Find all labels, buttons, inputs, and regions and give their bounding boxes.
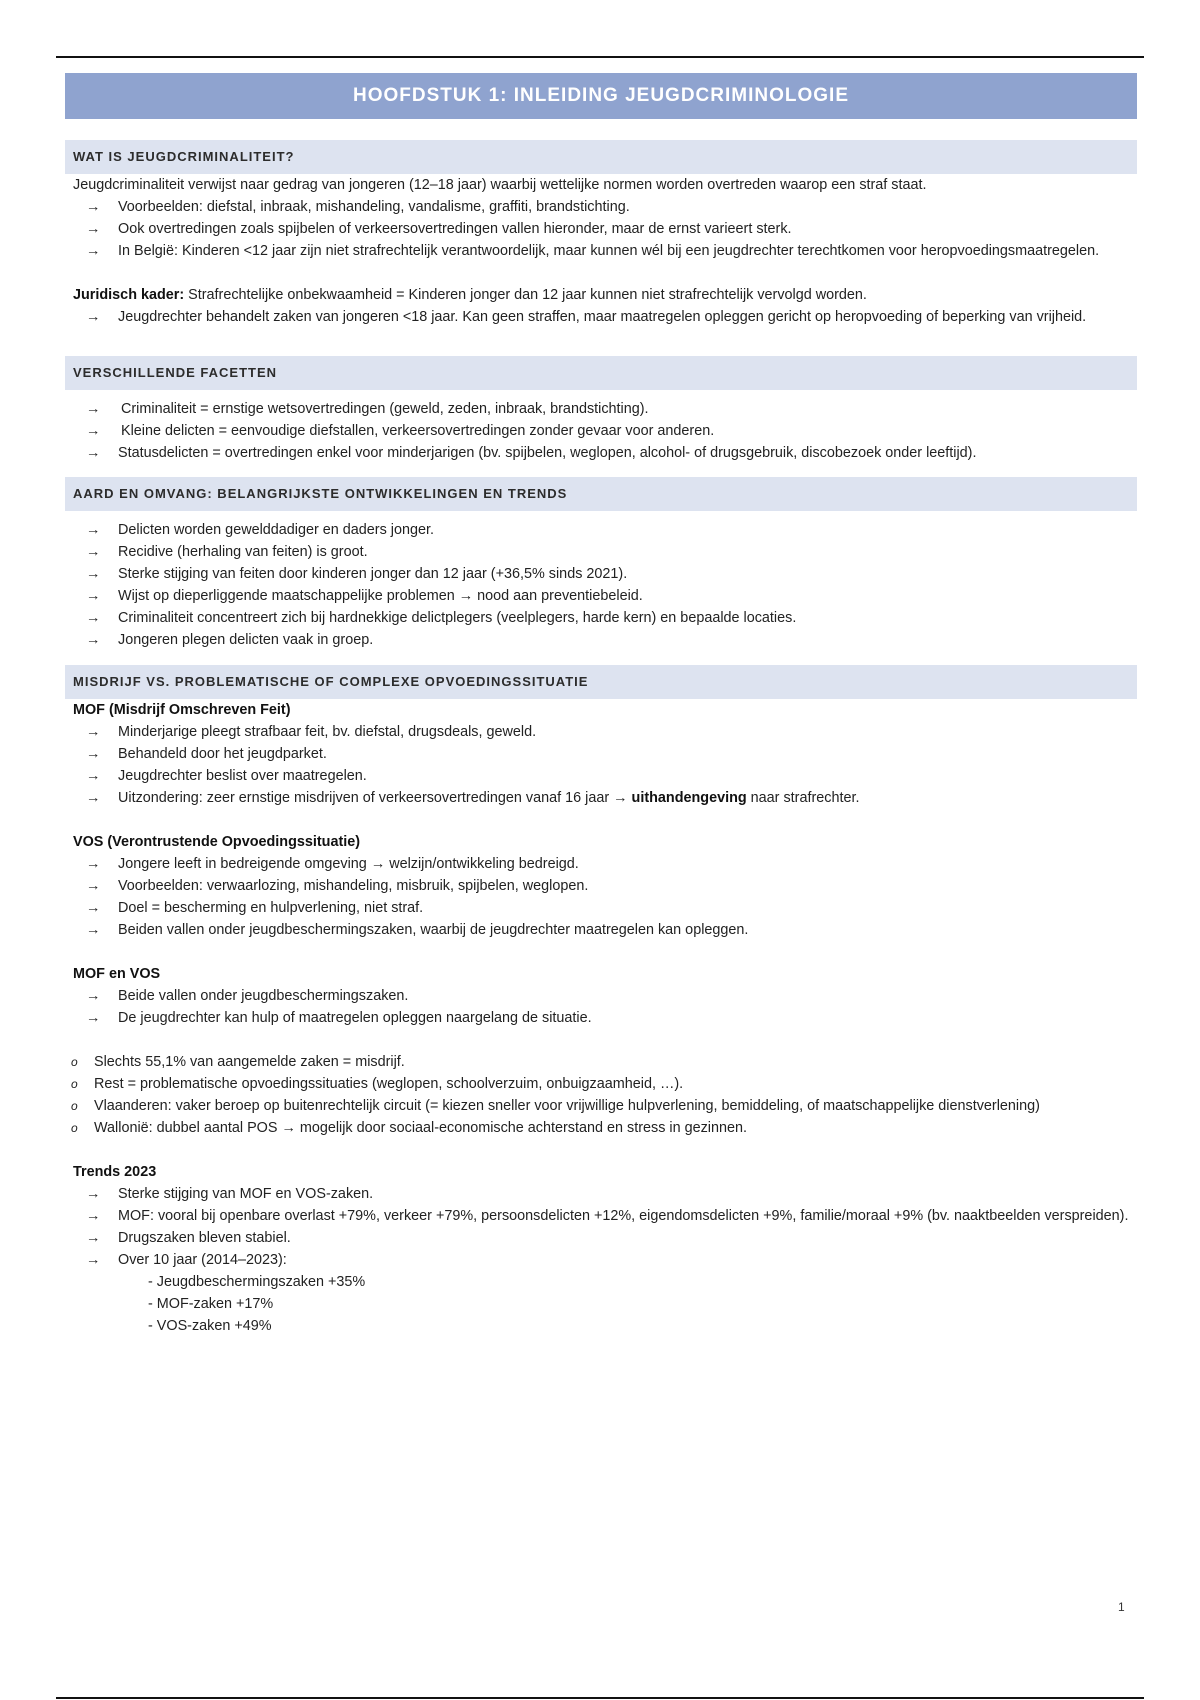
section-heading-wat-is: WAT IS JEUGDCRIMINALITEIT? — [65, 140, 1137, 174]
arrow-icon: → — [86, 1230, 101, 1246]
intro-paragraph: Jeugdcriminaliteit verwijst naar gedrag van jongeren (12–18 jaar) waarbij wettelijke normen worden overtreden waarop een straf staat. — [73, 177, 927, 193]
vos-heading: VOS (Verontrustende Opvoedingssituatie) — [73, 834, 361, 850]
juridisch-list — [65, 306, 1137, 328]
arrow-icon: → — [86, 544, 101, 560]
arrow-icon: → — [86, 221, 101, 237]
arrow-icon: → — [86, 199, 101, 215]
s2-list — [65, 398, 1137, 464]
s1-list — [65, 196, 1137, 262]
s3-list — [65, 519, 1137, 651]
bottom-rule — [56, 1697, 1144, 1699]
list-item: → Jongeren plegen delicten vaak in groep. — [65, 629, 1137, 651]
list-item: → Delicten worden gewelddadiger en daders jonger. — [65, 519, 1137, 541]
circle-bullet-icon: o — [71, 1121, 78, 1135]
arrow-icon: → — [86, 790, 101, 806]
arrow-icon: → — [86, 1252, 101, 1268]
arrow-icon: → — [86, 243, 101, 259]
section-heading-aard-omvang: AARD EN OMVANG: BELANGRIJKSTE ONTWIKKELINGEN EN TRENDS — [65, 477, 1137, 511]
arrow-icon: → — [86, 724, 101, 740]
list-item: o Vlaanderen: vaker beroep op buitenrechtelijk circuit (= kiezen sneller voor vrijwillige hulpverlening, bemiddeling, of maatschappelijke dienstverlening) — [65, 1095, 1137, 1117]
section-heading-misdrijf-vs-pos: MISDRIJF VS. PROBLEMATISCHE OF COMPLEXE OPVOEDINGSSITUATIE — [65, 665, 1137, 699]
arrow-icon: → — [86, 988, 101, 1004]
circle-bullet-icon: o — [71, 1099, 78, 1113]
list-item: → Beiden vallen onder jeugdbeschermingszaken, waarbij de jeugdrechter maatregelen kan opleggen. — [65, 919, 1137, 941]
arrow-icon: → — [86, 445, 101, 461]
list-item: → Minderjarige pleegt strafbaar feit, bv. diefstal, drugsdeals, geweld. — [65, 721, 1137, 743]
list-item: → Beide vallen onder jeugdbeschermingszaken. — [65, 985, 1137, 1007]
list-item: o Wallonië: dubbel aantal POS → mogelijk door sociaal-economische achterstand en stress in gezinnen. — [65, 1117, 1137, 1139]
list-item: → Voorbeelden: diefstal, inbraak, mishandeling, vandalisme, graffiti, brandstichting. — [65, 196, 1137, 218]
arrow-icon: → — [86, 610, 101, 626]
list-item: → Criminaliteit = ernstige wetsovertredingen (geweld, zeden, inbraak, brandstichting). — [65, 398, 1137, 420]
sub-list-item: - Jeugdbeschermingszaken +35% — [148, 1274, 366, 1290]
mof-vos-heading: MOF en VOS — [73, 966, 161, 982]
chapter-title: HOOFDSTUK 1: INLEIDING JEUGDCRIMINOLOGIE — [65, 73, 1137, 119]
sub-list-item: - VOS-zaken +49% — [148, 1318, 272, 1334]
sub-list-item: - MOF-zaken +17% — [148, 1296, 274, 1312]
document-body — [65, 73, 1137, 1337]
list-item: → Drugszaken bleven stabiel. — [65, 1227, 1137, 1249]
list-item: → Statusdelicten = overtredingen enkel voor minderjarigen (bv. spijbelen, weglopen, alcohol- of drugsgebruik, discobezoek onder leeftijd). — [65, 442, 1137, 464]
list-item: → Sterke stijging van feiten door kinderen jonger dan 12 jaar (+36,5% sinds 2021). — [65, 563, 1137, 585]
list-item: → Sterke stijging van MOF en VOS-zaken. — [65, 1183, 1137, 1205]
arrow-icon: → — [86, 1010, 101, 1026]
list-item: o Slechts 55,1% van aangemelde zaken = misdrijf. — [65, 1051, 1137, 1073]
arrow-icon: → — [86, 522, 101, 538]
statistics-list — [65, 1051, 1137, 1139]
list-item: → Over 10 jaar (2014–2023): — [65, 1249, 1137, 1271]
arrow-icon: → — [86, 566, 101, 582]
section-heading-facetten: VERSCHILLENDE FACETTEN — [65, 356, 1137, 390]
list-item: → Ook overtredingen zoals spijbelen of verkeersovertredingen vallen hieronder, maar de ernst varieert sterk. — [65, 218, 1137, 240]
arrow-icon: → — [86, 900, 101, 916]
list-item: → In België: Kinderen <12 jaar zijn niet strafrechtelijk verantwoordelijk, maar kunnen wél bij een jeugdrechter terechtkomen voor heropvoedingsmaatregelen. — [65, 240, 1137, 262]
list-item: o Rest = problematische opvoedingssituaties (weglopen, schoolverzuim, onbuigzaamheid, …). — [65, 1073, 1137, 1095]
mof-heading: MOF (Misdrijf Omschreven Feit) — [73, 702, 291, 718]
mof-list — [65, 721, 1137, 809]
arrow-icon: → — [86, 768, 101, 784]
juridisch-kader-paragraph: Juridisch kader: Strafrechtelijke onbekwaamheid = Kinderen jonger dan 12 jaar kunnen niet strafrechtelijk vervolgd worden. — [73, 287, 867, 303]
list-item: → Behandeld door het jeugdparket. — [65, 743, 1137, 765]
arrow-icon: → — [86, 632, 101, 648]
arrow-icon: → — [86, 878, 101, 894]
page-number: 1 — [1118, 1600, 1125, 1614]
list-item: → Wijst op dieperliggende maatschappelijke problemen → nood aan preventiebeleid. — [65, 585, 1137, 607]
trends-list — [65, 1183, 1137, 1271]
list-item: → Voorbeelden: verwaarlozing, mishandeling, misbruik, spijbelen, weglopen. — [65, 875, 1137, 897]
list-item: → MOF: vooral bij openbare overlast +79%, verkeer +79%, persoonsdelicten +12%, eigendomsdelicten +9%, familie/moraal +9% (bv. naaktbeelden verspreiden). — [65, 1205, 1137, 1227]
list-item: → Doel = bescherming en hulpverlening, niet straf. — [65, 897, 1137, 919]
arrow-icon: → — [86, 1208, 101, 1224]
arrow-icon: → — [86, 856, 101, 872]
vos-list — [65, 853, 1137, 941]
mof-vos-list — [65, 985, 1137, 1029]
circle-bullet-icon: o — [71, 1077, 78, 1091]
arrow-icon: → — [86, 1186, 101, 1202]
list-item: → De jeugdrechter kan hulp of maatregelen opleggen naargelang de situatie. — [65, 1007, 1137, 1029]
circle-bullet-icon: o — [71, 1055, 78, 1069]
arrow-icon: → — [86, 922, 101, 938]
list-item: → Jeugdrechter beslist over maatregelen. — [65, 765, 1137, 787]
arrow-icon: → — [86, 401, 101, 417]
list-item: → Recidive (herhaling van feiten) is groot. — [65, 541, 1137, 563]
arrow-icon: → — [86, 746, 101, 762]
list-item: → Jongere leeft in bedreigende omgeving → welzijn/ontwikkeling bedreigd. — [65, 853, 1137, 875]
arrow-icon: → — [86, 588, 101, 604]
arrow-icon: → — [86, 423, 101, 439]
arrow-icon: → — [86, 309, 101, 325]
list-item: → Kleine delicten = eenvoudige diefstallen, verkeersovertredingen zonder gevaar voor anderen. — [65, 420, 1137, 442]
list-item: → Jeugdrechter behandelt zaken van jongeren <18 jaar. Kan geen straffen, maar maatregelen opleggen gericht op heropvoeding of beperking van vrijheid. — [65, 306, 1137, 328]
list-item: → Criminaliteit concentreert zich bij hardnekkige delictplegers (veelplegers, harde kern) en bepaalde locaties. — [65, 607, 1137, 629]
top-rule — [56, 56, 1144, 58]
trends-heading: Trends 2023 — [73, 1164, 157, 1180]
list-item: → Uitzondering: zeer ernstige misdrijven of verkeersovertredingen vanaf 16 jaar → uithandengeving naar strafrechter. — [65, 787, 1137, 809]
